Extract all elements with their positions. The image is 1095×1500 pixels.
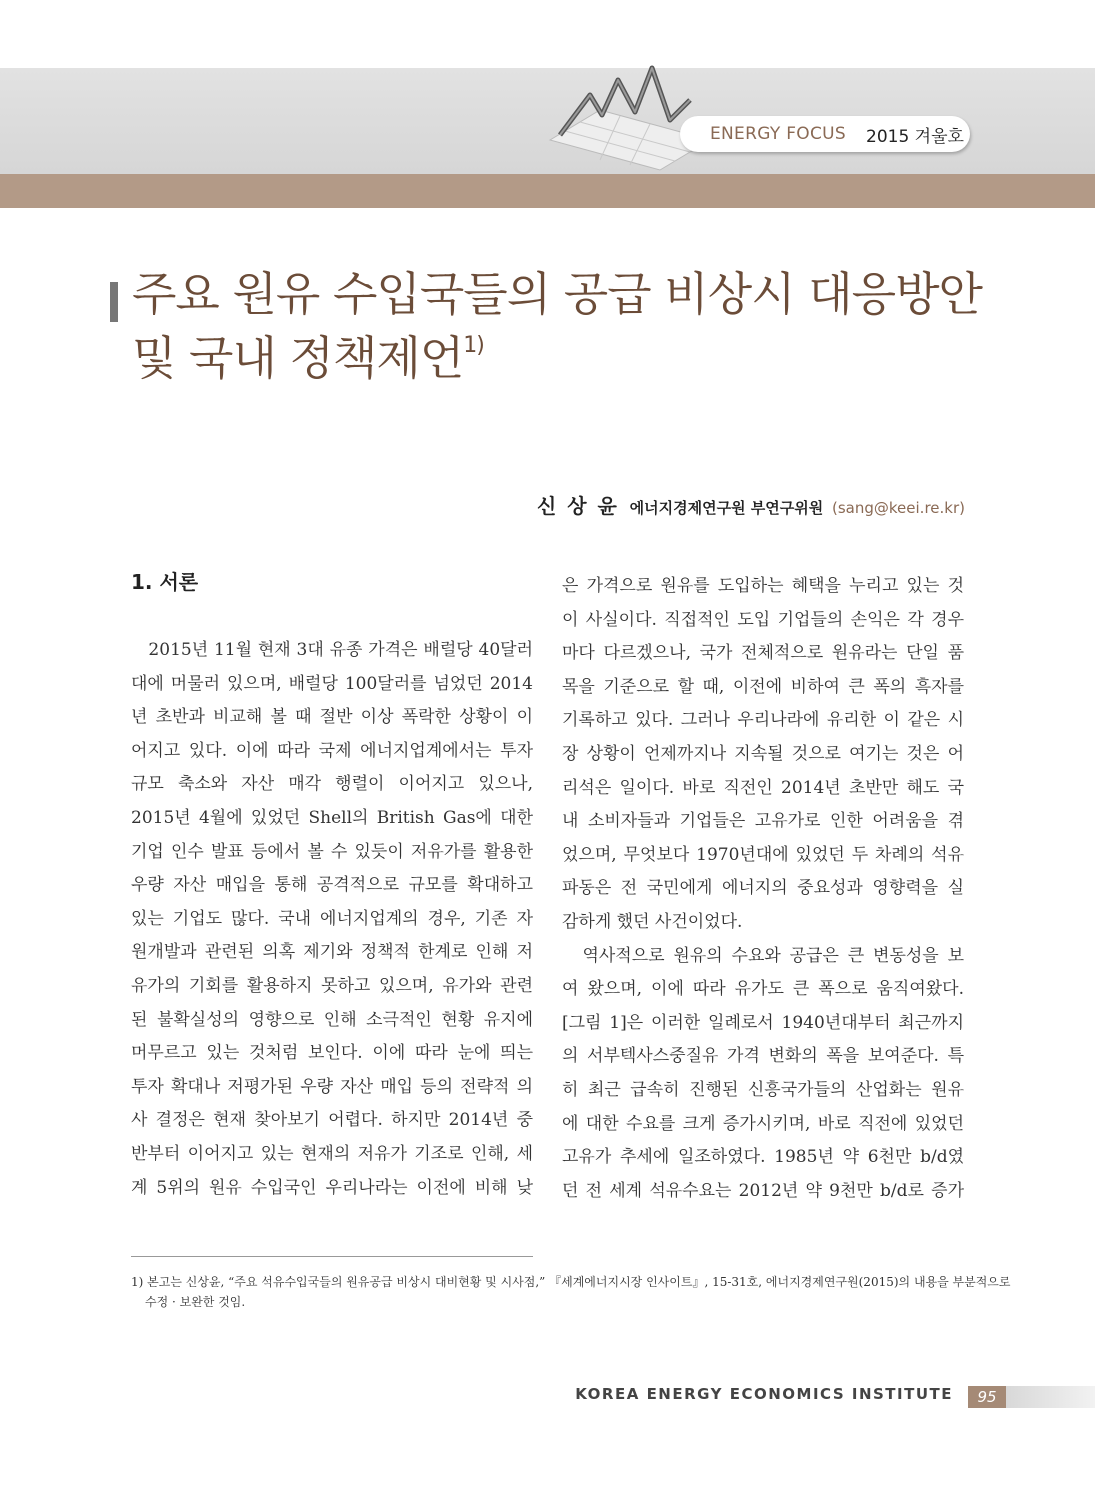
footnote-divider xyxy=(131,1256,533,1257)
body-line: 투자 확대나 저평가된 우량 자산 매입 등의 전략적 의 xyxy=(131,1076,533,1097)
body-line: 리석은 일이다. 바로 직전인 2014년 초반만 해도 국 xyxy=(562,777,964,798)
body-line: 유가의 기회를 활용하지 못하고 있으며, 유가와 관련 xyxy=(131,975,533,996)
body-line: 에 대한 수요를 크게 증가시키며, 바로 직전에 있었던 xyxy=(562,1113,964,1134)
magazine-name: ENERGY FOCUS xyxy=(710,124,846,144)
body-line: 역사적으로 원유의 수요와 공급은 큰 변동성을 보 xyxy=(562,945,964,966)
title-line-2: 및 국내 정책제언 xyxy=(132,331,464,385)
page-number: 95 xyxy=(977,1388,997,1406)
body-line: 고유가 추세에 일조하였다. 1985년 약 6천만 b/d였 xyxy=(562,1147,964,1168)
body-line: 머무르고 있는 것처럼 보인다. 이에 따라 눈에 띄는 xyxy=(131,1043,533,1064)
body-line: 파동은 전 국민에게 에너지의 중요성과 영향력을 실 xyxy=(562,878,964,899)
body-line: 감하게 했던 사건이었다. xyxy=(562,911,743,932)
body-line: 반부터 이어지고 있는 현재의 저유가 기조로 인해, 세 xyxy=(131,1143,533,1164)
body-line: 기업 인수 발표 등에서 볼 수 있듯이 저유가를 활용한 xyxy=(131,841,533,862)
body-line: 2015년 4월에 있었던 Shell의 British Gas에 대한 xyxy=(131,807,533,828)
body-line: 우량 자산 매입을 통해 공격적으로 규모를 확대하고 xyxy=(131,875,533,896)
author-email: (sang@keei.re.kr) xyxy=(832,499,965,517)
title-marker-bar xyxy=(110,282,118,322)
body-line: 었으며, 무엇보다 1970년대에 있었던 두 차례의 석유 xyxy=(562,844,964,865)
author-name: 신 상 윤 xyxy=(536,494,619,518)
left-column xyxy=(131,567,533,1205)
body-line: 히 최근 급속히 진행된 신흥국가들의 산업화는 원유 xyxy=(562,1079,964,1100)
title-footnote-mark: 1) xyxy=(463,333,484,358)
body-line: 내 소비자들과 기업들은 고유가로 인한 어려움을 겪 xyxy=(562,811,964,832)
body-line: 장 상황이 언제까지나 지속될 것으로 여기는 것은 어 xyxy=(562,743,964,764)
body-line: 2015년 11월 현재 3대 유종 가격은 배럴당 40달러 xyxy=(131,640,533,660)
body-line: [그림 1]은 이러한 일례로서 1940년대부터 최근까지 xyxy=(562,1012,964,1033)
author-affiliation: 에너지경제연구원 부연구위원 xyxy=(629,499,824,517)
footnote-line-1: 1) 본고는 신상윤, “주요 석유수입국들의 원유공급 비상시 대비현황 및 시사점,” 『세계에너지시장 인사이트』, 15-31호, 에너지경제연구원(2015)의 내용을 부분적으로 xyxy=(131,1275,1011,1289)
body-line: 여 왔으며, 이에 따라 유가도 큰 폭으로 움직여왔다. xyxy=(562,979,964,1000)
issue-label: 2015 겨울호 xyxy=(866,126,964,147)
body-line: 은 가격으로 원유를 도입하는 혜택을 누리고 있는 것 xyxy=(562,576,964,596)
right-column xyxy=(562,570,964,1208)
title-line-1: 주요 원유 수입국들의 공급 비상시 대응방안 xyxy=(132,267,982,321)
body-line: 이 사실이다. 직접적인 도입 기업들의 손익은 각 경우 xyxy=(562,609,964,630)
body-line: 년 초반과 비교해 볼 때 절반 이상 폭락한 상황이 이 xyxy=(131,707,533,728)
body-line: 사 결정은 현재 찾아보기 어렵다. 하지만 2014년 중 xyxy=(131,1110,533,1131)
body-line: 규모 축소와 자산 매각 행렬이 이어지고 있으나, xyxy=(131,774,533,795)
footer-institute: KOREA ENERGY ECONOMICS INSTITUTE xyxy=(575,1385,953,1403)
section-heading: 1. 서론 xyxy=(131,570,199,594)
body-line: 계 5위의 원유 수입국인 우리나라는 이전에 비해 낮 xyxy=(131,1177,533,1198)
header-tab xyxy=(680,116,970,152)
body-line: 의 서부텍사스중질유 가격 변화의 폭을 보여준다. 특 xyxy=(562,1046,964,1067)
body-line: 던 전 세계 석유수요는 2012년 약 9천만 b/d로 증가 xyxy=(562,1180,964,1201)
footnote xyxy=(131,1272,1011,1312)
body-line: 마다 다르겠으나, 국가 전체적으로 원유라는 단일 품 xyxy=(562,643,964,664)
article-title xyxy=(132,262,1012,390)
body-line: 기록하고 있다. 그러나 우리나라에 유리한 이 같은 시 xyxy=(562,710,964,731)
body-line: 대에 머물러 있으며, 배럴당 100달러를 넘었던 2014 xyxy=(131,673,533,694)
footnote-line-2: 수정 · 보완한 것임. xyxy=(145,1295,246,1309)
body-line: 된 불확실성의 영향으로 인해 소극적인 현황 유지에 xyxy=(131,1009,533,1030)
body-line: 목을 기준으로 할 때, 이전에 비하여 큰 폭의 흑자를 xyxy=(562,676,964,697)
body-line: 어지고 있다. 이에 따라 국제 에너지업계에서는 투자 xyxy=(131,740,533,761)
author-line xyxy=(537,490,965,519)
body-line: 원개발과 관련된 의혹 제기와 정책적 한계로 인해 저 xyxy=(131,942,533,963)
body-line: 있는 기업도 많다. 국내 에너지업계의 경우, 기존 자 xyxy=(131,908,533,929)
